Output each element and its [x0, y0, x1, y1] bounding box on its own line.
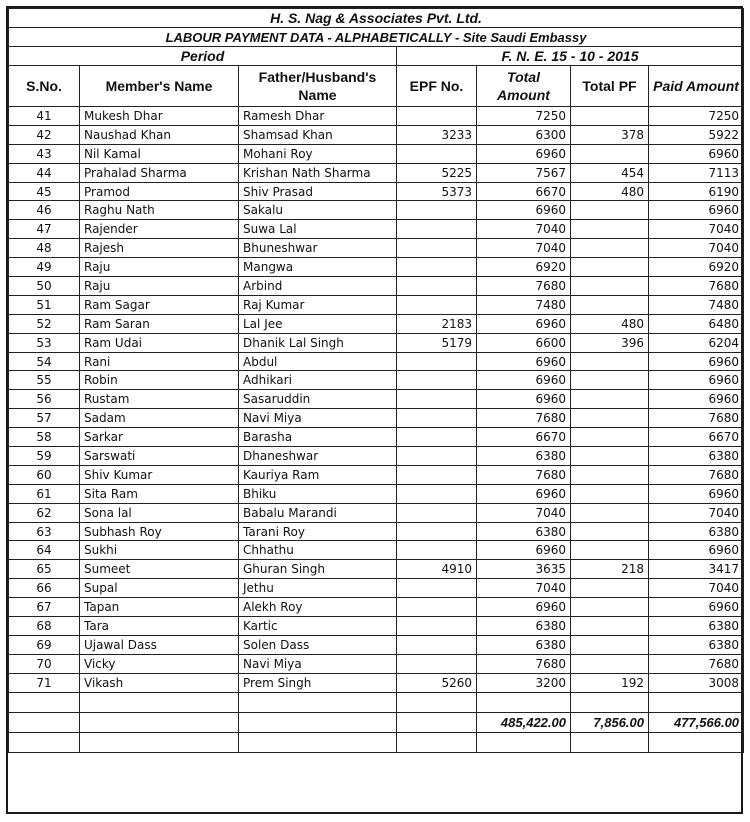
paid-amount-cell: 6960	[649, 352, 744, 371]
table-row	[9, 617, 744, 636]
father-name-cell: Mohani Roy	[239, 144, 397, 163]
father-name-cell: Bhiku	[239, 484, 397, 503]
column-header-row	[9, 66, 744, 107]
total-amount-cell: 7040	[477, 579, 571, 598]
epf-no-cell	[397, 409, 477, 428]
table-row	[9, 107, 744, 126]
epf-no-cell: 5373	[397, 182, 477, 201]
total-pf-cell	[571, 201, 649, 220]
paid-amount-cell: 6380	[649, 447, 744, 466]
sno-cell: 48	[9, 239, 80, 258]
member-name-cell: Vikash	[80, 673, 239, 692]
epf-no-cell	[397, 258, 477, 277]
total-pf-cell: 454	[571, 163, 649, 182]
father-name-cell: Navi Miya	[239, 654, 397, 673]
table-row	[9, 352, 744, 371]
table-row	[9, 635, 744, 654]
total-amount-cell: 7680	[477, 465, 571, 484]
total-pf-cell	[571, 465, 649, 484]
epf-no-cell: 3233	[397, 125, 477, 144]
table-row	[9, 465, 744, 484]
father-name-cell: Shamsad Khan	[239, 125, 397, 144]
epf-no-cell	[397, 390, 477, 409]
total-pf-cell	[571, 598, 649, 617]
blank-cell	[80, 712, 239, 732]
blank-cell	[571, 692, 649, 712]
paid-amount-cell: 6960	[649, 371, 744, 390]
table-row	[9, 484, 744, 503]
father-name-cell: Adhikari	[239, 371, 397, 390]
blank-cell	[80, 732, 239, 752]
sno-cell: 67	[9, 598, 80, 617]
member-name-cell: Rajender	[80, 220, 239, 239]
father-name-cell: Raj Kumar	[239, 295, 397, 314]
sno-cell: 62	[9, 503, 80, 522]
sno-cell: 41	[9, 107, 80, 126]
father-name-cell: Suwa Lal	[239, 220, 397, 239]
sno-cell: 51	[9, 295, 80, 314]
total-amount-cell: 6380	[477, 447, 571, 466]
paid-amount-cell: 6380	[649, 617, 744, 636]
father-name-cell: Kartic	[239, 617, 397, 636]
father-name-cell: Ramesh Dhar	[239, 107, 397, 126]
total-amount-cell: 6380	[477, 617, 571, 636]
father-name-cell: Prem Singh	[239, 673, 397, 692]
epf-no-cell	[397, 428, 477, 447]
sno-cell: 58	[9, 428, 80, 447]
total-pf-cell	[571, 541, 649, 560]
total-amount-cell: 7040	[477, 503, 571, 522]
paid-amount-cell: 6204	[649, 333, 744, 352]
sno-cell: 56	[9, 390, 80, 409]
table-row	[9, 522, 744, 541]
epf-no-cell	[397, 465, 477, 484]
total-pf-cell	[571, 447, 649, 466]
paid-amount-cell: 6960	[649, 484, 744, 503]
father-name-cell: Kauriya Ram	[239, 465, 397, 484]
member-name-cell: Tapan	[80, 598, 239, 617]
member-name-cell: Raju	[80, 258, 239, 277]
total-pf-cell: 378	[571, 125, 649, 144]
member-name-cell: Sona lal	[80, 503, 239, 522]
totals-row	[9, 712, 744, 732]
epf-no-cell	[397, 447, 477, 466]
epf-no-cell	[397, 144, 477, 163]
epf-no-cell: 5225	[397, 163, 477, 182]
header-sno: S.No.	[9, 66, 80, 107]
member-name-cell: Sukhi	[80, 541, 239, 560]
total-pf-cell	[571, 503, 649, 522]
father-name-cell: Abdul	[239, 352, 397, 371]
blank-cell	[239, 692, 397, 712]
total-amount-cell: 6380	[477, 635, 571, 654]
paid-amount-cell: 7040	[649, 503, 744, 522]
sno-cell: 53	[9, 333, 80, 352]
paid-amount-cell: 7250	[649, 107, 744, 126]
father-name-cell: Dhanik Lal Singh	[239, 333, 397, 352]
blank-cell	[397, 692, 477, 712]
company-name: H. S. Nag & Associates Pvt. Ltd.	[9, 9, 744, 28]
table-row	[9, 541, 744, 560]
total-pf-cell: 396	[571, 333, 649, 352]
total-pf-cell	[571, 239, 649, 258]
paid-amount-cell: 7680	[649, 409, 744, 428]
member-name-cell: Subhash Roy	[80, 522, 239, 541]
sno-cell: 43	[9, 144, 80, 163]
payment-table	[8, 8, 744, 753]
header-member-name: Member's Name	[80, 66, 239, 107]
total-amount-cell: 6600	[477, 333, 571, 352]
total-amount-cell: 6960	[477, 352, 571, 371]
grand-total-paid: 477,566.00	[649, 712, 744, 732]
sno-cell: 71	[9, 673, 80, 692]
table-row	[9, 163, 744, 182]
paid-amount-cell: 7113	[649, 163, 744, 182]
total-pf-cell: 218	[571, 560, 649, 579]
epf-no-cell: 5179	[397, 333, 477, 352]
sno-cell: 49	[9, 258, 80, 277]
total-amount-cell: 7680	[477, 409, 571, 428]
total-pf-cell	[571, 258, 649, 277]
total-pf-cell	[571, 107, 649, 126]
blank-cell	[477, 692, 571, 712]
member-name-cell: Raju	[80, 277, 239, 296]
member-name-cell: Sita Ram	[80, 484, 239, 503]
epf-no-cell	[397, 201, 477, 220]
sno-cell: 46	[9, 201, 80, 220]
period-row	[9, 47, 744, 66]
paid-amount-cell: 6960	[649, 598, 744, 617]
grand-total-pf: 7,856.00	[571, 712, 649, 732]
total-amount-cell: 7567	[477, 163, 571, 182]
total-pf-cell: 192	[571, 673, 649, 692]
total-amount-cell: 6300	[477, 125, 571, 144]
table-row	[9, 125, 744, 144]
sno-cell: 68	[9, 617, 80, 636]
blank-cell	[9, 732, 80, 752]
total-pf-cell	[571, 295, 649, 314]
company-row	[9, 9, 744, 28]
paid-amount-cell: 7040	[649, 579, 744, 598]
paid-amount-cell: 7680	[649, 277, 744, 296]
table-row	[9, 503, 744, 522]
total-pf-cell: 480	[571, 182, 649, 201]
paid-amount-cell: 6960	[649, 541, 744, 560]
epf-no-cell	[397, 617, 477, 636]
table-row	[9, 277, 744, 296]
father-name-cell: Barasha	[239, 428, 397, 447]
period-label: Period	[9, 47, 397, 66]
total-pf-cell	[571, 617, 649, 636]
total-amount-cell: 6960	[477, 144, 571, 163]
sno-cell: 66	[9, 579, 80, 598]
total-pf-cell	[571, 579, 649, 598]
total-pf-cell	[571, 635, 649, 654]
member-name-cell: Sarkar	[80, 428, 239, 447]
blank-cell	[239, 712, 397, 732]
total-pf-cell	[571, 144, 649, 163]
epf-no-cell	[397, 635, 477, 654]
table-row	[9, 295, 744, 314]
member-name-cell: Prahalad Sharma	[80, 163, 239, 182]
sno-cell: 47	[9, 220, 80, 239]
member-name-cell: Nil Kamal	[80, 144, 239, 163]
rows-body	[9, 107, 744, 693]
father-name-cell: Lal Jee	[239, 314, 397, 333]
epf-no-cell: 5260	[397, 673, 477, 692]
table-row	[9, 598, 744, 617]
member-name-cell: Ram Udai	[80, 333, 239, 352]
sno-cell: 50	[9, 277, 80, 296]
paid-amount-cell: 7480	[649, 295, 744, 314]
sno-cell: 61	[9, 484, 80, 503]
member-name-cell: Ram Sagar	[80, 295, 239, 314]
paid-amount-cell: 6480	[649, 314, 744, 333]
blank-row	[9, 692, 744, 712]
blank-cell	[9, 712, 80, 732]
table-row	[9, 201, 744, 220]
paid-amount-cell: 6190	[649, 182, 744, 201]
total-amount-cell: 3635	[477, 560, 571, 579]
member-name-cell: Shiv Kumar	[80, 465, 239, 484]
member-name-cell: Rani	[80, 352, 239, 371]
table-row	[9, 239, 744, 258]
total-amount-cell: 7480	[477, 295, 571, 314]
total-pf-cell	[571, 654, 649, 673]
epf-no-cell	[397, 579, 477, 598]
sno-cell: 55	[9, 371, 80, 390]
blank-cell	[571, 732, 649, 752]
member-name-cell: Ujawal Dass	[80, 635, 239, 654]
total-amount-cell: 6960	[477, 598, 571, 617]
paid-amount-cell: 6380	[649, 522, 744, 541]
payment-sheet	[6, 6, 743, 814]
epf-no-cell	[397, 352, 477, 371]
sno-cell: 59	[9, 447, 80, 466]
total-pf-cell	[571, 220, 649, 239]
table-row	[9, 220, 744, 239]
table-row	[9, 314, 744, 333]
member-name-cell: Tara	[80, 617, 239, 636]
total-amount-cell: 6960	[477, 484, 571, 503]
member-name-cell: Pramod	[80, 182, 239, 201]
table-row	[9, 182, 744, 201]
total-amount-cell: 6670	[477, 182, 571, 201]
header-total-pf: Total PF	[571, 66, 649, 107]
table-row	[9, 673, 744, 692]
father-name-cell: Tarani Roy	[239, 522, 397, 541]
blank-cell	[9, 692, 80, 712]
epf-no-cell: 4910	[397, 560, 477, 579]
father-name-cell: Dhaneshwar	[239, 447, 397, 466]
member-name-cell: Vicky	[80, 654, 239, 673]
epf-no-cell: 2183	[397, 314, 477, 333]
sno-cell: 63	[9, 522, 80, 541]
table-row	[9, 144, 744, 163]
paid-amount-cell: 7040	[649, 220, 744, 239]
paid-amount-cell: 6960	[649, 201, 744, 220]
member-name-cell: Sumeet	[80, 560, 239, 579]
total-amount-cell: 7040	[477, 239, 571, 258]
sno-cell: 65	[9, 560, 80, 579]
table-row	[9, 579, 744, 598]
blank-cell	[649, 692, 744, 712]
table-row	[9, 390, 744, 409]
paid-amount-cell: 6960	[649, 390, 744, 409]
total-pf-cell	[571, 352, 649, 371]
father-name-cell: Sakalu	[239, 201, 397, 220]
blank-cell	[649, 732, 744, 752]
paid-amount-cell: 6380	[649, 635, 744, 654]
header-paid-amount: Paid Amount	[649, 66, 744, 107]
total-pf-cell	[571, 390, 649, 409]
epf-no-cell	[397, 654, 477, 673]
paid-amount-cell: 7680	[649, 465, 744, 484]
total-pf-cell	[571, 484, 649, 503]
epf-no-cell	[397, 107, 477, 126]
father-name-cell: Bhuneshwar	[239, 239, 397, 258]
total-amount-cell: 7040	[477, 220, 571, 239]
member-name-cell: Supal	[80, 579, 239, 598]
sno-cell: 64	[9, 541, 80, 560]
father-name-cell: Mangwa	[239, 258, 397, 277]
sno-cell: 52	[9, 314, 80, 333]
table-row	[9, 371, 744, 390]
total-amount-cell: 6670	[477, 428, 571, 447]
member-name-cell: Naushad Khan	[80, 125, 239, 144]
total-pf-cell	[571, 428, 649, 447]
total-pf-cell	[571, 522, 649, 541]
total-amount-cell: 6960	[477, 314, 571, 333]
paid-amount-cell: 6920	[649, 258, 744, 277]
paid-amount-cell: 5922	[649, 125, 744, 144]
member-name-cell: Mukesh Dhar	[80, 107, 239, 126]
total-pf-cell: 480	[571, 314, 649, 333]
father-name-cell: Alekh Roy	[239, 598, 397, 617]
sno-cell: 44	[9, 163, 80, 182]
father-name-cell: Krishan Nath Sharma	[239, 163, 397, 182]
total-amount-cell: 7680	[477, 277, 571, 296]
table-row	[9, 409, 744, 428]
report-title: LABOUR PAYMENT DATA - ALPHABETICALLY - Site Saudi Embassy	[9, 28, 744, 47]
blank-row	[9, 732, 744, 752]
table-row	[9, 654, 744, 673]
father-name-cell: Shiv Prasad	[239, 182, 397, 201]
sno-cell: 70	[9, 654, 80, 673]
paid-amount-cell: 3008	[649, 673, 744, 692]
epf-no-cell	[397, 277, 477, 296]
table-row	[9, 560, 744, 579]
epf-no-cell	[397, 220, 477, 239]
epf-no-cell	[397, 239, 477, 258]
epf-no-cell	[397, 503, 477, 522]
blank-cell	[397, 732, 477, 752]
total-amount-cell: 6960	[477, 390, 571, 409]
epf-no-cell	[397, 541, 477, 560]
member-name-cell: Sadam	[80, 409, 239, 428]
father-name-cell: Jethu	[239, 579, 397, 598]
header-father-name: Father/Husband's Name	[239, 66, 397, 107]
father-name-cell: Navi Miya	[239, 409, 397, 428]
total-amount-cell: 6380	[477, 522, 571, 541]
header-epf-no: EPF No.	[397, 66, 477, 107]
paid-amount-cell: 7040	[649, 239, 744, 258]
paid-amount-cell: 6670	[649, 428, 744, 447]
epf-no-cell	[397, 371, 477, 390]
member-name-cell: Rajesh	[80, 239, 239, 258]
total-amount-cell: 6960	[477, 541, 571, 560]
table-row	[9, 428, 744, 447]
total-amount-cell: 6960	[477, 201, 571, 220]
member-name-cell: Raghu Nath	[80, 201, 239, 220]
epf-no-cell	[397, 295, 477, 314]
father-name-cell: Babalu Marandi	[239, 503, 397, 522]
blank-cell	[80, 692, 239, 712]
member-name-cell: Ram Saran	[80, 314, 239, 333]
sno-cell: 57	[9, 409, 80, 428]
member-name-cell: Sarswati	[80, 447, 239, 466]
table-row	[9, 447, 744, 466]
title-row	[9, 28, 744, 47]
epf-no-cell	[397, 484, 477, 503]
total-amount-cell: 6960	[477, 371, 571, 390]
father-name-cell: Arbind	[239, 277, 397, 296]
header-total-amount: Total Amount	[477, 66, 571, 107]
total-amount-cell: 7680	[477, 654, 571, 673]
sno-cell: 69	[9, 635, 80, 654]
sno-cell: 60	[9, 465, 80, 484]
total-pf-cell	[571, 277, 649, 296]
paid-amount-cell: 7680	[649, 654, 744, 673]
blank-cell	[477, 732, 571, 752]
blank-cell	[397, 712, 477, 732]
father-name-cell: Chhathu	[239, 541, 397, 560]
sno-cell: 54	[9, 352, 80, 371]
father-name-cell: Solen Dass	[239, 635, 397, 654]
total-amount-cell: 3200	[477, 673, 571, 692]
epf-no-cell	[397, 522, 477, 541]
table-row	[9, 258, 744, 277]
total-pf-cell	[571, 371, 649, 390]
total-pf-cell	[571, 409, 649, 428]
grand-total-amount: 485,422.00	[477, 712, 571, 732]
sno-cell: 42	[9, 125, 80, 144]
blank-cell	[239, 732, 397, 752]
epf-no-cell	[397, 598, 477, 617]
member-name-cell: Robin	[80, 371, 239, 390]
total-amount-cell: 6920	[477, 258, 571, 277]
table-row	[9, 333, 744, 352]
sno-cell: 45	[9, 182, 80, 201]
member-name-cell: Rustam	[80, 390, 239, 409]
paid-amount-cell: 3417	[649, 560, 744, 579]
period-value: F. N. E. 15 - 10 - 2015	[397, 47, 744, 66]
father-name-cell: Ghuran Singh	[239, 560, 397, 579]
total-amount-cell: 7250	[477, 107, 571, 126]
father-name-cell: Sasaruddin	[239, 390, 397, 409]
paid-amount-cell: 6960	[649, 144, 744, 163]
